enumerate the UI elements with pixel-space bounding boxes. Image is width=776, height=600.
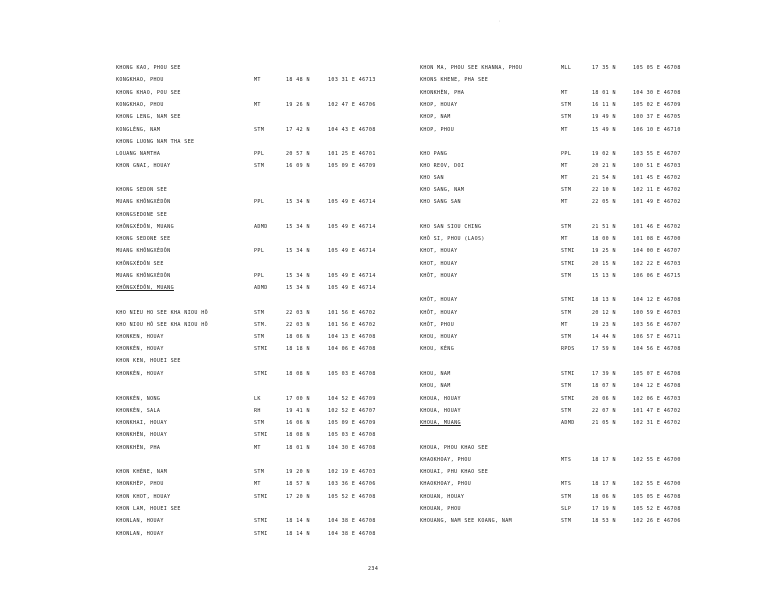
entry-name: KONGLÈNG, NAM [116, 127, 161, 133]
feature-code: STM [254, 334, 265, 340]
longitude-and-sheet: 105 07 E 46708 [633, 371, 681, 377]
feature-code: STMI [254, 371, 268, 377]
feature-code: STMI [561, 297, 575, 303]
latitude: 18 08 N [286, 432, 310, 438]
longitude-and-sheet: 105 49 E 46714 [328, 199, 376, 205]
entry-name: KHOP, NAM [420, 114, 451, 120]
latitude: 22 07 N [592, 408, 616, 414]
longitude-and-sheet: 104 30 E 46708 [328, 445, 376, 451]
latitude: 15 34 N [286, 224, 310, 230]
longitude-and-sheet: 102 31 E 46702 [633, 420, 681, 426]
longitude-and-sheet: 101 49 E 46702 [633, 199, 681, 205]
entry-name: KHONG SEDON SEE [116, 187, 168, 193]
entry-name: KHONLAN, HOUAY [116, 531, 164, 537]
entry-name: KHONKHÈN, HOUAY [116, 432, 168, 438]
entry-name: KHO SANG, NAM [420, 187, 465, 193]
feature-code: STM [561, 310, 572, 316]
feature-code: STM [561, 114, 572, 120]
latitude: 20 15 N [592, 261, 616, 267]
entry-name: KHONG KHAO, POU SEE [116, 90, 181, 96]
longitude-and-sheet: 100 51 E 46703 [633, 163, 681, 169]
latitude: 17 59 N [592, 346, 616, 352]
feature-code: PPL [254, 273, 265, 279]
longitude-and-sheet: 100 59 E 46703 [633, 310, 681, 316]
longitude-and-sheet: 104 06 E 46708 [328, 346, 376, 352]
entry-name: KHONKÈN, HOUAY [116, 346, 164, 352]
latitude: 21 54 N [592, 175, 616, 181]
feature-code: STM [561, 224, 572, 230]
feature-code: PPL [561, 151, 572, 157]
entry-name: KHON KHÈNE, NAM [116, 469, 168, 475]
entry-name: KHO PANG [420, 151, 448, 157]
entry-name: LOUANG NAMTHA [116, 151, 161, 157]
latitude: 19 49 N [592, 114, 616, 120]
feature-code: LK [254, 396, 261, 402]
latitude: 16 09 N [286, 163, 310, 169]
feature-code: ADMD [254, 224, 268, 230]
latitude: 18 06 N [592, 494, 616, 500]
feature-code: STM [254, 420, 265, 426]
feature-code: STM [254, 163, 265, 169]
feature-code: MT [561, 322, 568, 328]
latitude: 19 23 N [592, 322, 616, 328]
entry-name: KHOUAI, PHU KHAO SEE [420, 469, 489, 475]
latitude: 21 51 N [592, 224, 616, 230]
latitude: 19 26 N [286, 102, 310, 108]
longitude-and-sheet: 103 36 E 46706 [328, 481, 376, 487]
latitude: 19 20 N [286, 469, 310, 475]
longitude-and-sheet: 101 47 E 46702 [633, 408, 681, 414]
latitude: 18 57 N [286, 481, 310, 487]
feature-code: STM [561, 102, 572, 108]
latitude: 17 19 N [592, 506, 616, 512]
latitude: 18 48 N [286, 77, 310, 83]
entry-name: KHONKHAI, HOUAY [116, 420, 168, 426]
entry-name: KHO NIEU HO SEE KHA NIOU HÔ [116, 310, 209, 316]
longitude-and-sheet: 104 56 E 46708 [633, 346, 681, 352]
latitude: 18 17 N [592, 481, 616, 487]
entry-name: KHÔNGXÉDÔN, MUANG [116, 224, 174, 230]
entry-name: KHONKHÈN, PHA [116, 445, 161, 451]
latitude: 18 14 N [286, 518, 310, 524]
entry-name: KHOU, KÈNG [420, 346, 455, 352]
feature-code: STMI [561, 248, 575, 254]
feature-code: STMI [561, 396, 575, 402]
entry-name: KHONKÈN, HOUAY [116, 371, 164, 377]
latitude: 22 10 N [592, 187, 616, 193]
feature-code: STM [254, 310, 265, 316]
feature-code: STM [254, 469, 265, 475]
longitude-and-sheet: 105 03 E 46708 [328, 432, 376, 438]
entry-name: KHONS KHENE, PHA SEE [420, 77, 489, 83]
scan-mark: ' [498, 20, 501, 25]
latitude: 18 13 N [592, 297, 616, 303]
latitude: 18 00 N [592, 236, 616, 242]
latitude: 18 18 N [286, 346, 310, 352]
latitude: 20 21 N [592, 163, 616, 169]
entry-name: KHONGSEDONE SEE [116, 212, 168, 218]
entry-name: KHÔT, HOUAY [420, 297, 458, 303]
feature-code: MT [561, 127, 568, 133]
feature-code: STM [254, 127, 265, 133]
latitude: 21 05 N [592, 420, 616, 426]
longitude-and-sheet: 105 09 E 46709 [328, 163, 376, 169]
entry-name: KHONKHÈP, PHOU [116, 481, 164, 487]
longitude-and-sheet: 104 13 E 46708 [328, 334, 376, 340]
latitude: 15 34 N [286, 273, 310, 279]
longitude-and-sheet: 105 52 E 46708 [633, 506, 681, 512]
latitude: 20 12 N [592, 310, 616, 316]
longitude-and-sheet: 105 09 E 46709 [328, 420, 376, 426]
latitude: 19 02 N [592, 151, 616, 157]
longitude-and-sheet: 106 57 E 46711 [633, 334, 681, 340]
longitude-and-sheet: 105 02 E 46709 [633, 102, 681, 108]
entry-name: KHONKÈN, NONG [116, 396, 161, 402]
longitude-and-sheet: 101 25 E 46701 [328, 151, 376, 157]
entry-name: KHONG LUONG NAM THA SEE [116, 139, 195, 145]
longitude-and-sheet: 103 56 E 46707 [633, 322, 681, 328]
entry-name: KHONKHÈN, PHA [420, 90, 465, 96]
entry-name: KHÔT, HOUAY [420, 310, 458, 316]
feature-code: STMI [561, 371, 575, 377]
longitude-and-sheet: 101 56 E 46702 [328, 322, 376, 328]
feature-code: MT [254, 481, 261, 487]
longitude-and-sheet: 102 52 E 46707 [328, 408, 376, 414]
entry-name: KHONLAN, HOUAY [116, 518, 164, 524]
feature-code: ADMD [561, 420, 575, 426]
feature-code: STM [561, 383, 572, 389]
entry-name: KHON GNAI, HOUAY [116, 163, 171, 169]
entry-name: KONGKHAO, PHOU [116, 102, 164, 108]
entry-name: KHOU, NAM [420, 383, 451, 389]
entry-name: KHOUAN, PHOU [420, 506, 461, 512]
entry-name: KHAOKHOAY, PHOU [420, 481, 472, 487]
entry-name: KHOUA, PHOU KHAO SEE [420, 445, 489, 451]
entry-name: KHOUANG, NAM SEE KOANG, NAM [420, 518, 513, 524]
feature-code: ADMD [254, 285, 268, 291]
latitude: 18 08 N [286, 371, 310, 377]
entry-name: KHON KHOT, HOUAY [116, 494, 171, 500]
entry-name: KHON MA, PHOU SEE KHANNA, PHOU [420, 65, 523, 71]
entry-name: KHÔT, PHOU [420, 322, 455, 328]
feature-code: STMI [254, 518, 268, 524]
feature-code: MT [561, 175, 568, 181]
latitude: 14 44 N [592, 334, 616, 340]
longitude-and-sheet: 104 30 E 46708 [633, 90, 681, 96]
entry-name: KHONG SEDONE SEE [116, 236, 171, 242]
entry-name: KHONKÈN, SALA [116, 408, 161, 414]
longitude-and-sheet: 101 45 E 46702 [633, 175, 681, 181]
entry-name: KHO SAN [420, 175, 444, 181]
page-number: 234 [368, 566, 379, 572]
entry-name: KHO NIOU HÔ SEE KHA NIOU HÔ [116, 322, 209, 328]
feature-code: MTS [561, 481, 572, 487]
feature-code: MT [254, 445, 261, 451]
latitude: 18 14 N [286, 531, 310, 537]
entry-name: KHOU, NAM [420, 371, 451, 377]
feature-code: STM [561, 494, 572, 500]
entry-name: KHO SANG SAN [420, 199, 461, 205]
longitude-and-sheet: 102 26 E 46706 [633, 518, 681, 524]
feature-code: PPL [254, 248, 265, 254]
longitude-and-sheet: 103 31 E 46713 [328, 77, 376, 83]
feature-code: STMI [254, 346, 268, 352]
entry-name: KHOUAN, HOUAY [420, 494, 465, 500]
entry-name: KHON KEN, HOUEI SEE [116, 358, 181, 364]
latitude: 22 03 N [286, 322, 310, 328]
latitude: 15 49 N [592, 127, 616, 133]
entry-name: KHOUA, HOUAY [420, 396, 461, 402]
entry-name: KHOU, HOUAY [420, 334, 458, 340]
latitude: 15 34 N [286, 248, 310, 254]
longitude-and-sheet: 102 22 E 46703 [633, 261, 681, 267]
longitude-and-sheet: 105 05 E 46708 [633, 65, 681, 71]
entry-name: MUANG KHÔNGXÉDÔN [116, 248, 171, 254]
feature-code: MT [254, 77, 261, 83]
feature-code: SLP [561, 506, 572, 512]
entry-name: KHÔNGXÉDÔN, MUANG [116, 285, 174, 291]
entry-name: KONGKHAO, PHOU [116, 77, 164, 83]
entry-name: KHÔT, HOUAY [420, 273, 458, 279]
entry-name: KHOT, HOUAY [420, 248, 458, 254]
latitude: 17 20 N [286, 494, 310, 500]
longitude-and-sheet: 103 55 E 46707 [633, 151, 681, 157]
entry-name: KHOP, HOUAY [420, 102, 458, 108]
longitude-and-sheet: 101 56 E 46702 [328, 310, 376, 316]
longitude-and-sheet: 106 10 E 46710 [633, 127, 681, 133]
latitude: 17 39 N [592, 371, 616, 377]
latitude: 18 53 N [592, 518, 616, 524]
feature-code: MT [561, 199, 568, 205]
latitude: 15 34 N [286, 285, 310, 291]
latitude: 22 05 N [592, 199, 616, 205]
longitude-and-sheet: 105 52 E 46708 [328, 494, 376, 500]
entry-name: KHÔ SI, PHOU (LAOS) [420, 236, 485, 242]
feature-code: RH [254, 408, 261, 414]
entry-name: KHOUA, HOUAY [420, 408, 461, 414]
feature-code: STM. [254, 322, 268, 328]
entry-name: KHAOKHOAY, PHOU [420, 457, 472, 463]
feature-code: MLL [561, 65, 572, 71]
longitude-and-sheet: 102 19 E 46703 [328, 469, 376, 475]
longitude-and-sheet: 105 03 E 46708 [328, 371, 376, 377]
feature-code: STMI [254, 531, 268, 537]
longitude-and-sheet: 102 55 E 46700 [633, 481, 681, 487]
latitude: 17 42 N [286, 127, 310, 133]
feature-code: PPL [254, 151, 265, 157]
feature-code: STMI [254, 494, 268, 500]
entry-name: KHOP, PHOU [420, 127, 455, 133]
latitude: 20 57 N [286, 151, 310, 157]
feature-code: STM [561, 187, 572, 193]
feature-code: STM [561, 334, 572, 340]
feature-code: MT [254, 102, 261, 108]
feature-code: STM [561, 518, 572, 524]
longitude-and-sheet: 104 12 E 46708 [633, 297, 681, 303]
feature-code: MT [561, 236, 568, 242]
entry-name: MUANG KHÔNGXÉDÔN [116, 199, 171, 205]
longitude-and-sheet: 105 49 E 46714 [328, 285, 376, 291]
feature-code: PPL [254, 199, 265, 205]
latitude: 16 06 N [286, 420, 310, 426]
longitude-and-sheet: 102 47 E 46706 [328, 102, 376, 108]
latitude: 17 35 N [592, 65, 616, 71]
entry-name: KHONG KAO, PHOU SEE [116, 65, 181, 71]
feature-code: MTS [561, 457, 572, 463]
feature-code: STM [561, 408, 572, 414]
longitude-and-sheet: 104 38 E 46708 [328, 531, 376, 537]
longitude-and-sheet: 106 06 E 46715 [633, 273, 681, 279]
entry-name: KHOUA, MUANG [420, 420, 461, 426]
latitude: 18 01 N [286, 445, 310, 451]
latitude: 20 06 N [592, 396, 616, 402]
longitude-and-sheet: 105 05 E 46708 [633, 494, 681, 500]
entry-name: KHO SAN SIOU CHING [420, 224, 482, 230]
latitude: 17 00 N [286, 396, 310, 402]
latitude: 15 34 N [286, 199, 310, 205]
feature-code: STMI [254, 432, 268, 438]
latitude: 18 07 N [592, 383, 616, 389]
longitude-and-sheet: 105 49 E 46714 [328, 224, 376, 230]
entry-name: KHO REOV, DOI [420, 163, 465, 169]
entry-name: KHONKEN, HOUAY [116, 334, 164, 340]
latitude: 16 11 N [592, 102, 616, 108]
latitude: 19 41 N [286, 408, 310, 414]
entry-name: MUANG KHÔNGXÉDÔN [116, 273, 171, 279]
longitude-and-sheet: 104 43 E 46708 [328, 127, 376, 133]
longitude-and-sheet: 102 06 E 46703 [633, 396, 681, 402]
latitude: 18 17 N [592, 457, 616, 463]
longitude-and-sheet: 104 00 E 46707 [633, 248, 681, 254]
entry-name: KHONG LENG, NAM SEE [116, 114, 181, 120]
longitude-and-sheet: 105 49 E 46714 [328, 273, 376, 279]
longitude-and-sheet: 104 52 E 46709 [328, 396, 376, 402]
feature-code: MT [561, 90, 568, 96]
longitude-and-sheet: 102 55 E 46700 [633, 457, 681, 463]
latitude: 18 06 N [286, 334, 310, 340]
feature-code: MT [561, 163, 568, 169]
feature-code: RPDS [561, 346, 575, 352]
latitude: 22 03 N [286, 310, 310, 316]
latitude: 15 13 N [592, 273, 616, 279]
feature-code: STMI [561, 261, 575, 267]
longitude-and-sheet: 101 46 E 46702 [633, 224, 681, 230]
longitude-and-sheet: 100 37 E 46705 [633, 114, 681, 120]
feature-code: STM [561, 273, 572, 279]
longitude-and-sheet: 101 08 E 46700 [633, 236, 681, 242]
longitude-and-sheet: 105 49 E 46714 [328, 248, 376, 254]
entry-name: KHON LAM, HOUEI SEE [116, 506, 181, 512]
latitude: 18 01 N [592, 90, 616, 96]
entry-name: KHÔNGXÉDÔN SEE [116, 261, 164, 267]
entry-name: KHOT, HOUAY [420, 261, 458, 267]
longitude-and-sheet: 104 38 E 46708 [328, 518, 376, 524]
longitude-and-sheet: 104 12 E 46708 [633, 383, 681, 389]
longitude-and-sheet: 102 11 E 46702 [633, 187, 681, 193]
latitude: 19 25 N [592, 248, 616, 254]
